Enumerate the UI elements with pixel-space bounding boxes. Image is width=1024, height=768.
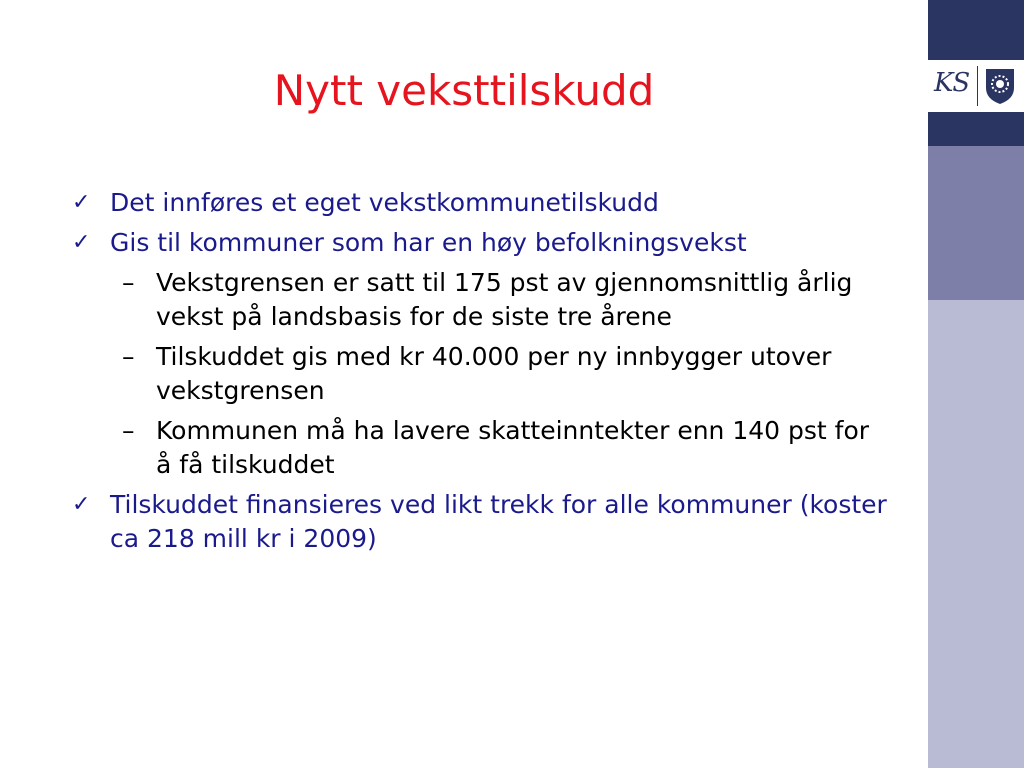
bullet-item: [72, 186, 892, 220]
bullet-text: Tilskuddet finansieres ved likt trekk for alle kommuner (koster ca 218 mill kr i 2009): [110, 490, 887, 553]
sidebar-band-mid: [928, 146, 1024, 300]
decorative-sidebar: [928, 0, 1024, 768]
bullet-item: [72, 226, 892, 260]
logo-divider: [977, 66, 978, 106]
bullet-text: Gis til kommuner som har en høy befolkningsvekst: [110, 228, 747, 257]
sub-bullet-text: Tilskuddet gis med kr 40.000 per ny innbygger utover vekstgrensen: [156, 342, 832, 405]
sub-bullet-text: Vekstgrensen er satt til 175 pst av gjennomsnittlig årlig vekst på landsbasis for de siste tre årene: [156, 268, 853, 331]
sidebar-band-dark: [928, 112, 1024, 146]
dash-icon: –: [122, 268, 135, 297]
checkmark-icon: ✓: [72, 190, 91, 215]
ks-logo-text: KS: [934, 68, 970, 98]
bullet-item: [72, 488, 892, 556]
sidebar-band-top: [928, 0, 1024, 60]
shield-emblem-icon: [984, 66, 1016, 106]
dash-icon: –: [122, 342, 135, 371]
sub-bullet-text: Kommunen må ha lavere skatteinntekter enn 140 pst for å få tilskuddet: [156, 416, 870, 479]
sub-bullet-item: [72, 414, 892, 482]
checkmark-icon: ✓: [72, 230, 91, 255]
dash-icon: –: [122, 416, 135, 445]
slide-title: Nytt veksttilskudd: [273, 66, 655, 115]
sidebar-band-bottom: [928, 300, 1024, 768]
bullet-text: Det innføres et eget vekstkommunetilskudd: [110, 188, 659, 217]
bullet-list: [72, 186, 892, 562]
sub-bullet-item: [72, 340, 892, 408]
ks-logo: [928, 60, 1024, 112]
sub-bullet-item: [72, 266, 892, 334]
checkmark-icon: ✓: [72, 492, 91, 517]
